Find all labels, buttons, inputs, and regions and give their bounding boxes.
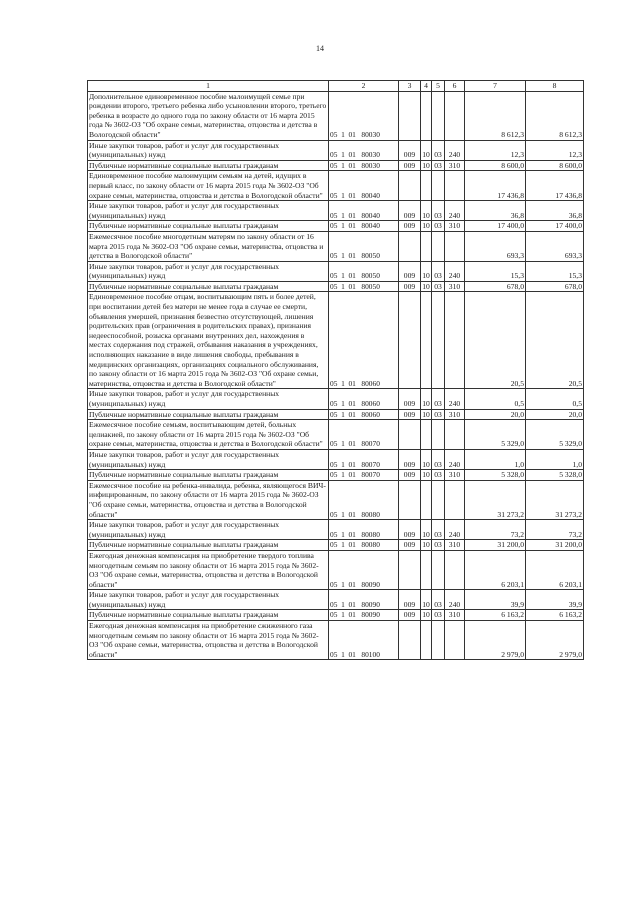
amount-col8-cell: 0,5 <box>526 389 584 409</box>
expense-type-cell <box>445 231 465 261</box>
expense-type-cell: 310 <box>445 409 465 420</box>
expense-type-cell: 240 <box>445 261 465 281</box>
table-row <box>88 292 584 389</box>
table-row <box>88 281 584 292</box>
expense-type-cell: 310 <box>445 221 465 232</box>
expense-type-cell <box>445 621 465 660</box>
table-row <box>88 160 584 171</box>
subsection-code-cell <box>432 292 445 389</box>
target-code-cell: 05 1 01 80030 <box>329 160 399 171</box>
column-header: 7 <box>465 81 526 92</box>
target-code-cell: 05 1 01 80090 <box>329 590 399 610</box>
amount-col8-cell: 20,5 <box>526 292 584 389</box>
row-name-cell: Иные закупки товаров, работ и услуг для государственных (муниципальных) нужд <box>88 140 329 160</box>
amount-col7-cell: 73,2 <box>465 520 526 540</box>
amount-col7-cell: 6 163,2 <box>465 610 526 621</box>
amount-col7-cell: 39,9 <box>465 590 526 610</box>
target-code-cell: 05 1 01 80070 <box>329 420 399 450</box>
section-code-cell <box>421 171 432 201</box>
subsection-code-cell: 03 <box>432 140 445 160</box>
target-code-cell: 05 1 01 80070 <box>329 470 399 481</box>
table-row <box>88 480 584 519</box>
amount-col8-cell: 8 600,0 <box>526 160 584 171</box>
department-code-cell: 009 <box>399 470 421 481</box>
amount-col7-cell: 693,3 <box>465 231 526 261</box>
amount-col8-cell: 8 612,3 <box>526 91 584 140</box>
subsection-code-cell: 03 <box>432 160 445 171</box>
subsection-code-cell <box>432 171 445 201</box>
amount-col8-cell: 17 436,8 <box>526 171 584 201</box>
section-code-cell: 10 <box>422 221 430 231</box>
expense-type-cell <box>445 420 465 450</box>
department-code-cell: 009 <box>399 221 421 232</box>
amount-col8-cell: 1,0 <box>526 449 584 469</box>
amount-col7-cell: 678,0 <box>465 281 526 292</box>
amount-col7-cell: 20,0 <box>465 409 526 420</box>
table-row <box>88 621 584 660</box>
target-code-cell: 05 1 01 80050 <box>329 281 399 292</box>
target-code-cell: 05 1 01 80050 <box>329 261 399 281</box>
target-code-cell: 05 1 01 80080 <box>329 480 399 519</box>
amount-col7-cell: 17 400,0 <box>465 221 526 232</box>
row-name-cell: Ежемесячное пособие многодетным матерям по закону области от 16 марта 2015 года № 3602-ОЗ "Об охране семьи, материнства, отцовства и детства в Вологодской области" <box>88 231 329 261</box>
table-row <box>88 409 584 420</box>
row-name-cell: Иные закупки товаров, работ и услуг для государственных (муниципальных) нужд <box>88 201 329 221</box>
department-code-cell: 009 <box>399 590 421 610</box>
amount-col8-cell: 15,3 <box>526 261 584 281</box>
department-code-cell <box>399 91 421 140</box>
target-code-cell: 05 1 01 80090 <box>329 610 399 621</box>
section-code-cell <box>421 91 432 140</box>
subsection-code-cell: 03 <box>432 449 445 469</box>
row-name-cell: Иные закупки товаров, работ и услуг для государственных (муниципальных) нужд <box>88 389 329 409</box>
column-header: 4 <box>421 81 432 92</box>
amount-col7-cell: 5 328,0 <box>465 470 526 481</box>
section-code-cell: 10 <box>421 140 432 160</box>
table-row <box>88 550 584 589</box>
department-code-cell <box>399 420 421 450</box>
department-code-cell: 009 <box>399 389 421 409</box>
department-code-cell <box>399 621 421 660</box>
department-code-cell: 009 <box>399 160 421 171</box>
section-code-cell: 10 <box>422 470 430 480</box>
table-row <box>88 171 584 201</box>
table-row <box>88 610 584 621</box>
table-row <box>88 91 584 140</box>
budget-table <box>87 80 584 660</box>
section-code-cell: 10 <box>422 160 430 170</box>
target-code-cell: 05 1 01 80030 <box>329 140 399 160</box>
target-code-cell: 05 1 01 80040 <box>329 221 399 232</box>
amount-col7-cell: 31 200,0 <box>465 540 526 551</box>
row-name-cell: Публичные нормативные социальные выплаты гражданам <box>88 540 329 551</box>
amount-col8-cell: 5 329,0 <box>526 420 584 450</box>
subsection-code-cell: 03 <box>432 520 445 540</box>
table-row <box>88 261 584 281</box>
target-code-cell: 05 1 01 80100 <box>329 621 399 660</box>
row-name-cell: Единовременное пособие малоимущим семьям на детей, идущих в первый класс, по закону области от 16 марта 2015 года № 3602-ОЗ "Об охране семьи, материнства, отцовства и детства в Вологодской области" <box>88 171 329 201</box>
subsection-code-cell: 03 <box>432 409 445 420</box>
subsection-code-cell <box>432 621 445 660</box>
subsection-code-cell <box>432 550 445 589</box>
section-code-cell: 10 <box>421 590 432 610</box>
row-name-cell: Публичные нормативные социальные выплаты гражданам <box>88 470 329 481</box>
department-code-cell: 009 <box>399 520 421 540</box>
section-code-cell: 10 <box>421 201 432 221</box>
row-name-cell: Ежемесячное пособие на ребенка-инвалида, ребенка, являющегося ВИЧ-инфицированным, по закону области от 16 марта 2015 года № 3602-ОЗ "Об охране семьи, материнства, отцовства и детства в Вологодской области" <box>88 480 329 519</box>
amount-col7-cell: 15,3 <box>465 261 526 281</box>
row-name-cell: Ежегодная денежная компенсация на приобретение сжиженного газа многодетным семьям по закону области от 16 марта 2015 года № 3602-ОЗ "Об охране семьи, материнства, отцовства и детства в Вологодской области" <box>88 621 329 660</box>
expense-type-cell: 240 <box>445 201 465 221</box>
section-code-cell: 10 <box>421 389 432 409</box>
target-code-cell: 05 1 01 80060 <box>329 389 399 409</box>
section-code-cell <box>421 621 432 660</box>
target-code-cell: 05 1 01 80060 <box>329 292 399 389</box>
table-row <box>88 201 584 221</box>
amount-col7-cell: 6 203,1 <box>465 550 526 589</box>
amount-col7-cell: 0,5 <box>465 389 526 409</box>
amount-col7-cell: 5 329,0 <box>465 420 526 450</box>
department-code-cell <box>399 292 421 389</box>
section-code-cell <box>421 480 432 519</box>
subsection-code-cell: 03 <box>432 221 445 232</box>
department-code-cell <box>399 550 421 589</box>
amount-col7-cell: 8 600,0 <box>465 160 526 171</box>
table-row <box>88 389 584 409</box>
subsection-code-cell: 03 <box>432 281 445 292</box>
expense-type-cell: 240 <box>445 520 465 540</box>
expense-type-cell <box>445 550 465 589</box>
table-row <box>88 231 584 261</box>
target-code-cell: 05 1 01 80050 <box>329 231 399 261</box>
column-header: 6 <box>445 81 465 92</box>
amount-col8-cell: 73,2 <box>526 520 584 540</box>
column-header: 2 <box>329 81 399 92</box>
section-code-cell <box>421 292 432 389</box>
subsection-code-cell: 03 <box>432 470 445 481</box>
expense-type-cell: 240 <box>445 449 465 469</box>
amount-col7-cell: 2 979,0 <box>465 621 526 660</box>
expense-type-cell: 240 <box>445 590 465 610</box>
target-code-cell: 05 1 01 80090 <box>329 550 399 589</box>
table-row <box>88 420 584 450</box>
column-header: 5 <box>432 81 445 92</box>
expense-type-cell: 310 <box>445 610 465 621</box>
expense-type-cell: 240 <box>445 389 465 409</box>
column-header: 3 <box>399 81 421 92</box>
department-code-cell <box>399 231 421 261</box>
amount-col7-cell: 31 273,2 <box>465 480 526 519</box>
row-name-cell: Иные закупки товаров, работ и услуг для государственных (муниципальных) нужд <box>88 261 329 281</box>
amount-col8-cell: 17 400,0 <box>526 221 584 232</box>
row-name-cell: Ежегодная денежная компенсация на приобретение твердого топлива многодетным семьям по закону области от 16 марта 2015 года № 3602-ОЗ "Об охране семьи, материнства, отцовства и детства в Вологодской области" <box>88 550 329 589</box>
expense-type-cell <box>445 171 465 201</box>
section-code-cell: 10 <box>422 610 430 620</box>
page-number: 14 <box>316 44 324 53</box>
section-code-cell: 10 <box>422 540 430 550</box>
department-code-cell: 009 <box>399 540 421 551</box>
table-row <box>88 470 584 481</box>
subsection-code-cell: 03 <box>432 261 445 281</box>
row-name-cell: Публичные нормативные социальные выплаты гражданам <box>88 610 329 621</box>
expense-type-cell <box>445 480 465 519</box>
amount-col7-cell: 1,0 <box>465 449 526 469</box>
subsection-code-cell: 03 <box>432 540 445 551</box>
amount-col7-cell: 17 436,8 <box>465 171 526 201</box>
department-code-cell: 009 <box>399 449 421 469</box>
amount-col7-cell: 20,5 <box>465 292 526 389</box>
amount-col7-cell: 12,3 <box>465 140 526 160</box>
amount-col8-cell: 693,3 <box>526 231 584 261</box>
amount-col8-cell: 36,8 <box>526 201 584 221</box>
target-code-cell: 05 1 01 80060 <box>329 409 399 420</box>
department-code-cell <box>399 480 421 519</box>
subsection-code-cell: 03 <box>432 201 445 221</box>
expense-type-cell: 310 <box>445 160 465 171</box>
table-row <box>88 449 584 469</box>
target-code-cell: 05 1 01 80040 <box>329 171 399 201</box>
amount-col8-cell: 2 979,0 <box>526 621 584 660</box>
subsection-code-cell <box>432 91 445 140</box>
subsection-code-cell <box>432 231 445 261</box>
section-code-cell: 10 <box>422 281 430 291</box>
section-code-cell: 10 <box>421 449 432 469</box>
department-code-cell: 009 <box>399 261 421 281</box>
target-code-cell: 05 1 01 80080 <box>329 520 399 540</box>
subsection-code-cell <box>432 420 445 450</box>
amount-col8-cell: 6 163,2 <box>526 610 584 621</box>
row-name-cell: Публичные нормативные социальные выплаты гражданам <box>88 281 329 292</box>
row-name-cell: Публичные нормативные социальные выплаты гражданам <box>88 409 329 420</box>
table-row <box>88 590 584 610</box>
amount-col8-cell: 31 273,2 <box>526 480 584 519</box>
amount-col8-cell: 39,9 <box>526 590 584 610</box>
department-code-cell: 009 <box>399 140 421 160</box>
target-code-cell: 05 1 01 80040 <box>329 201 399 221</box>
subsection-code-cell: 03 <box>432 590 445 610</box>
subsection-code-cell: 03 <box>432 610 445 621</box>
row-name-cell: Иные закупки товаров, работ и услуг для государственных (муниципальных) нужд <box>88 520 329 540</box>
target-code-cell: 05 1 01 80080 <box>329 540 399 551</box>
expense-type-cell: 240 <box>445 140 465 160</box>
expense-type-cell <box>445 292 465 389</box>
amount-col8-cell: 31 200,0 <box>526 540 584 551</box>
column-header: 8 <box>526 81 584 92</box>
section-code-cell <box>421 231 432 261</box>
section-code-cell <box>421 550 432 589</box>
row-name-cell: Дополнительное единовременное пособие малоимущей семье при рождении второго, третьего ребенка либо усыновлении второго, третьего ребенка в возрасте до одного года по закону области от 16 марта 2015 года № 3602-ОЗ "Об охране семьи, материнства, отцовства и детства в Вологодской области" <box>88 91 329 140</box>
expense-type-cell: 310 <box>445 540 465 551</box>
amount-col8-cell: 12,3 <box>526 140 584 160</box>
table-row <box>88 221 584 232</box>
row-name-cell: Единовременное пособие отцам, воспитывающим пять и более детей, при воспитании детей без матери не менее года в случае ее смерти, объявления умершей, признания безвестно отсутствующей, лишения родительских прав (ограничения в родительских правах), признания недееспособной, розыска органами внутренних дел, нахождения в местах содержания под стражей, отбывания наказания в учреждениях, исполняющих наказание в виде лишения свободы, пребывания в медицинских организациях, организациях социального обслуживания, по закону области от 16 марта 2015 года № 3602-ОЗ "Об охране семьи, материнства, отцовства и детства в Вологодской области" <box>88 292 329 389</box>
department-code-cell: 009 <box>399 281 421 292</box>
amount-col8-cell: 5 328,0 <box>526 470 584 481</box>
department-code-cell: 009 <box>399 409 421 420</box>
row-name-cell: Ежемесячное пособие семьям, воспитывающим детей, больных целиакией, по закону области от 16 марта 2015 года № 3602-ОЗ "Об охране семьи, материнства, отцовства и детства в Вологодской области" <box>88 420 329 450</box>
expense-type-cell: 310 <box>445 281 465 292</box>
table-row <box>88 520 584 540</box>
section-code-cell: 10 <box>421 261 432 281</box>
table-header-row <box>88 81 584 92</box>
row-name-cell: Иные закупки товаров, работ и услуг для государственных (муниципальных) нужд <box>88 449 329 469</box>
department-code-cell: 009 <box>399 610 421 621</box>
row-name-cell: Публичные нормативные социальные выплаты гражданам <box>88 160 329 171</box>
amount-col8-cell: 678,0 <box>526 281 584 292</box>
amount-col8-cell: 6 203,1 <box>526 550 584 589</box>
department-code-cell <box>399 171 421 201</box>
section-code-cell <box>421 420 432 450</box>
target-code-cell: 05 1 01 80030 <box>329 91 399 140</box>
subsection-code-cell: 03 <box>432 389 445 409</box>
target-code-cell: 05 1 01 80070 <box>329 449 399 469</box>
expense-type-cell <box>445 91 465 140</box>
amount-col7-cell: 36,8 <box>465 201 526 221</box>
amount-col8-cell: 20,0 <box>526 409 584 420</box>
table-row <box>88 140 584 160</box>
row-name-cell: Иные закупки товаров, работ и услуг для государственных (муниципальных) нужд <box>88 590 329 610</box>
expense-type-cell: 310 <box>445 470 465 481</box>
table-row <box>88 540 584 551</box>
column-header: 1 <box>88 81 329 92</box>
section-code-cell: 10 <box>421 520 432 540</box>
subsection-code-cell <box>432 480 445 519</box>
section-code-cell: 10 <box>422 409 430 419</box>
row-name-cell: Публичные нормативные социальные выплаты гражданам <box>88 221 329 232</box>
department-code-cell: 009 <box>399 201 421 221</box>
amount-col7-cell: 8 612,3 <box>465 91 526 140</box>
